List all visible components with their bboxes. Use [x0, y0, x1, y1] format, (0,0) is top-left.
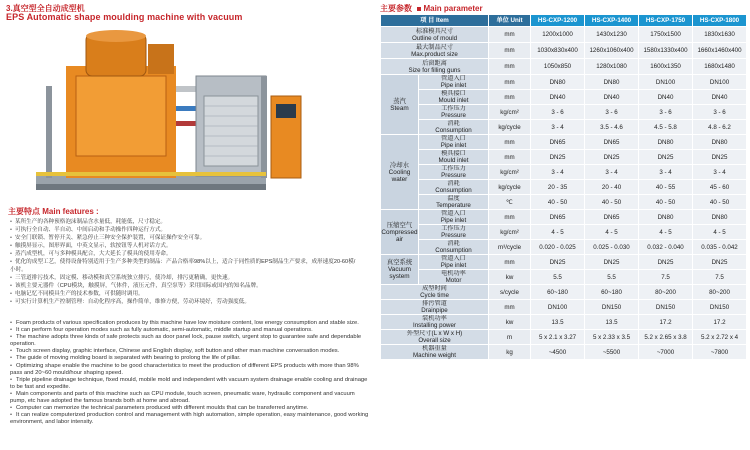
features-heading — [8, 206, 99, 217]
square-icon — [417, 7, 421, 11]
value-cell: 1430x1230 — [585, 27, 639, 43]
list-item: • 该机主要元器件（CPU模块，触摸屏，气体件，液压元件，真空泵等）采用国际或国内的知名品牌。 — [10, 282, 360, 290]
value-cell: 13.5 — [531, 315, 585, 330]
value-cell: 3 - 4 — [639, 165, 693, 180]
table-row — [381, 330, 747, 345]
unit-cell: kg/cm² — [489, 165, 531, 180]
value-cell: DN150 — [693, 300, 747, 315]
row-label: 排污管道 Drainpipe — [381, 300, 489, 315]
list-item: • 可执行全自动、半自动、中间启动和手动操作四种运行方式。 — [10, 226, 360, 234]
value-cell: DN25 — [531, 150, 585, 165]
list-item: • Touch screen display, graphic interface, Chinese and English display, soft button and other man machine conversation modes. — [10, 348, 340, 355]
list-item: • It can perform four operation modes such as fully automatic, semi-automatic, middle startup and manual operations. — [10, 327, 313, 334]
value-cell: ~7000 — [639, 345, 693, 360]
row-label: 装机功率 Installing power — [381, 315, 489, 330]
value-cell: DN65 — [531, 210, 585, 225]
features-list-cn — [10, 218, 360, 306]
value-cell: 60~180 — [531, 285, 585, 300]
bullet-icon: • — [10, 390, 13, 397]
value-cell: 4.8 - 6.2 — [693, 120, 747, 135]
value-cell: 1680x1480 — [693, 59, 747, 75]
value-cell: DN100 — [531, 300, 585, 315]
bullet-icon: • — [10, 376, 13, 383]
value-cell: 17.2 — [693, 315, 747, 330]
value-cell: DN25 — [531, 255, 585, 270]
value-cell: DN40 — [693, 90, 747, 105]
value-cell: 40 - 50 — [585, 195, 639, 210]
unit-cell: kg/cm² — [489, 225, 531, 240]
unit-cell: s/cycle — [489, 285, 531, 300]
value-cell: DN40 — [639, 90, 693, 105]
row-label: 管道入口 Pipe inlet — [419, 210, 489, 225]
unit-cell: kw — [489, 315, 531, 330]
bullet-icon: • — [10, 412, 13, 419]
row-label: 最大制品尺寸 Max.product size — [381, 43, 489, 59]
value-cell: DN25 — [693, 150, 747, 165]
table-row — [381, 210, 747, 225]
value-cell: DN150 — [639, 300, 693, 315]
bullet-icon: • — [10, 405, 13, 412]
value-cell: 80~200 — [693, 285, 747, 300]
value-cell: 20 - 35 — [531, 180, 585, 195]
header-model: HS-CXP-1800 — [693, 15, 747, 27]
table-row — [381, 75, 747, 90]
row-label: 模具接口 Mould inlet — [419, 150, 489, 165]
value-cell: DN25 — [639, 150, 693, 165]
row-label: 消耗 Consumption — [419, 120, 489, 135]
category-compressed-air: 压缩空气 Compressed air — [381, 210, 419, 255]
category-vacuum-system: 真空系统 Vacuum system — [381, 255, 419, 285]
unit-cell: kg/cycle — [489, 120, 531, 135]
value-cell: 1580x1330x400 — [639, 43, 693, 59]
value-cell: 1830x1630 — [693, 27, 747, 43]
value-cell: 3.5 - 4.6 — [585, 120, 639, 135]
list-item: • 触摸屏显示，图形界面，中英文显示，软按钮等人机对话方式。 — [10, 242, 360, 250]
value-cell: 3 - 6 — [531, 105, 585, 120]
value-cell: 40 - 55 — [639, 180, 693, 195]
bullet-icon: • — [10, 348, 13, 355]
unit-cell: kg/cm² — [489, 105, 531, 120]
value-cell: 3 - 6 — [585, 105, 639, 120]
value-cell: 40 - 50 — [531, 195, 585, 210]
value-cell: 3 - 4 — [585, 165, 639, 180]
value-cell: 0.025 - 0.030 — [585, 240, 639, 255]
features-list-en — [10, 320, 370, 426]
value-cell: ~4500 — [531, 345, 585, 360]
unit-cell: mm — [489, 59, 531, 75]
value-cell: 1660x1460x400 — [693, 43, 747, 59]
value-cell: 5.5 — [531, 270, 585, 285]
features-heading-en: Main features : — [42, 207, 99, 216]
value-cell: 1200x1000 — [531, 27, 585, 43]
unit-cell: m — [489, 330, 531, 345]
value-cell: 1260x1060x400 — [585, 43, 639, 59]
value-cell: 80~200 — [639, 285, 693, 300]
table-row — [381, 195, 747, 210]
value-cell: 3 - 4 — [693, 165, 747, 180]
value-cell: 40 - 50 — [639, 195, 693, 210]
bullet-icon: • — [10, 334, 13, 341]
value-cell: DN65 — [585, 135, 639, 150]
row-label: 管道入口 Pipe inlet — [419, 75, 489, 90]
unit-cell: mm — [489, 300, 531, 315]
value-cell: DN40 — [585, 90, 639, 105]
table-row — [381, 105, 747, 120]
value-cell: 60~180 — [585, 285, 639, 300]
unit-cell: mm — [489, 75, 531, 90]
value-cell: DN25 — [693, 255, 747, 270]
row-label: 温度 Temperature — [419, 195, 489, 210]
row-label: 工作压力 Pressure — [419, 165, 489, 180]
value-cell: 1050x850 — [531, 59, 585, 75]
value-cell: 17.2 — [639, 315, 693, 330]
value-cell: DN80 — [693, 210, 747, 225]
value-cell: DN40 — [531, 90, 585, 105]
table-row — [381, 90, 747, 105]
value-cell: 1750x1500 — [639, 27, 693, 43]
table-row — [381, 255, 747, 270]
unit-cell: kg — [489, 345, 531, 360]
value-cell: 13.5 — [585, 315, 639, 330]
row-label: 外型尺寸(L x W x H) Overall size — [381, 330, 489, 345]
list-item: • Optimizing shape enable the machine to be good characteristics to meet the production of different EPS products with more than 98% pass and 20~60 mould/hour shaping speed. — [10, 362, 359, 376]
section-title-en: EPS Automatic shape moulding machine with vacuum — [6, 12, 243, 22]
value-cell: 5 x 2.1 x 3.27 — [531, 330, 585, 345]
row-label: 管道入口 Pipe inlet — [419, 135, 489, 150]
category-steam: 蒸汽 Steam — [381, 75, 419, 135]
value-cell: 3 - 6 — [693, 105, 747, 120]
list-item: • Foam products of various specification produces by this machine have low moisture content, low energy consumption and stable size. — [10, 320, 359, 326]
value-cell: 0.020 - 0.025 — [531, 240, 585, 255]
value-cell: 0.035 - 0.042 — [693, 240, 747, 255]
list-item: • 三管道排污技术，固定模、移动模和真空系统独立排污，使冷却，排污更精确，更快速。 — [10, 274, 360, 282]
value-cell: 4 - 5 — [693, 225, 747, 240]
value-cell: ~7800 — [693, 345, 747, 360]
list-item: • 蒸汽成型机，可与多种模具配合，大大延长了模具的使用寿命。 — [10, 250, 360, 258]
value-cell: 5.2 x 2.65 x 3.8 — [639, 330, 693, 345]
table-row — [381, 300, 747, 315]
machine-illustration — [6, 26, 366, 206]
header-model: HS-CXP-1750 — [639, 15, 693, 27]
table-row — [381, 43, 747, 59]
value-cell: DN150 — [585, 300, 639, 315]
value-cell: 7.5 — [693, 270, 747, 285]
table-row — [381, 225, 747, 240]
list-item: • 电脑记忆不同模具生产的技术参数，可供随时调用。 — [10, 290, 360, 298]
value-cell: DN80 — [693, 135, 747, 150]
section-title-cn: 3.真空型全自动成型机 — [6, 4, 85, 13]
value-cell: 5 x 2.33 x 3.5 — [585, 330, 639, 345]
list-item: • 某所生产的各种预格泡沫制品含水量低，耗能低，尺寸稳定。 — [10, 218, 360, 226]
row-label: 电机功率 Motor — [419, 270, 489, 285]
unit-cell: mm — [489, 43, 531, 59]
unit-cell: mm — [489, 210, 531, 225]
unit-cell: kg/cycle — [489, 180, 531, 195]
table-row — [381, 315, 747, 330]
value-cell: DN80 — [531, 75, 585, 90]
unit-cell: mm — [489, 135, 531, 150]
value-cell: 5.2 x 2.72 x 4 — [693, 330, 747, 345]
list-item: • 安全门联锁、暂停开关、紧急停止三种安全保护装置，可保证操作安全可靠。 — [10, 234, 360, 242]
row-label: 管道入口 Pipe inlet — [419, 255, 489, 270]
row-label: 消耗 Consumption — [419, 180, 489, 195]
unit-cell: m³/cycle — [489, 240, 531, 255]
parameters-heading — [380, 3, 483, 14]
table-row — [381, 270, 747, 285]
value-cell: 3 - 6 — [639, 105, 693, 120]
unit-cell: mm — [489, 150, 531, 165]
row-label: 模具接口 Mould inlet — [419, 90, 489, 105]
unit-cell: mm — [489, 27, 531, 43]
row-label: 机器重量 Machine weight — [381, 345, 489, 360]
value-cell: DN100 — [639, 75, 693, 90]
row-label: 消耗 Consumption — [419, 240, 489, 255]
value-cell: 45 - 60 — [693, 180, 747, 195]
category-cooling-water: 冷却水 Cooling water — [381, 135, 419, 210]
value-cell: 1030x830x400 — [531, 43, 585, 59]
list-item: • 可实行计算机生产控制管理：自动化程序高，操作简单，维修方便，劳动环境好，劳动强度低。 — [10, 298, 360, 306]
value-cell: 4 - 5 — [639, 225, 693, 240]
value-cell: 20 - 40 — [585, 180, 639, 195]
table-header-row — [381, 15, 747, 27]
parameter-table — [380, 14, 747, 360]
value-cell: 40 - 50 — [693, 195, 747, 210]
unit-cell: mm — [489, 255, 531, 270]
header-model: HS-CXP-1200 — [531, 15, 585, 27]
list-item: • Main components and parts of this machine such as CPU module, touch screen, pneumatic ware, hydraulic component and vacuum pump, etc have adopted the famous brands both at home and abroad. — [10, 390, 355, 405]
list-item: • The machine adopts three kinds of safe protects such as door panel lock, pause switch, urgent stop to guarantee safe and dependable operation. — [10, 334, 362, 348]
value-cell: 3 - 4 — [531, 120, 585, 135]
value-cell: DN25 — [585, 255, 639, 270]
table-row — [381, 240, 747, 255]
value-cell: ~5500 — [585, 345, 639, 360]
value-cell: DN100 — [693, 75, 747, 90]
value-cell: 4 - 5 — [531, 225, 585, 240]
row-label: 成型时间 Cycle time — [381, 285, 489, 300]
header-unit: 单位 Unit — [489, 15, 531, 27]
features-heading-cn: 主要特点 — [8, 207, 40, 216]
table-row — [381, 120, 747, 135]
list-item: • It can realize computerized production control and management with high automation, simple operation, easy maintenance, good working environment, and labor intensity. — [10, 412, 369, 426]
value-cell: 0.032 - 0.040 — [639, 240, 693, 255]
parameters-heading-en: Main parameter — [423, 4, 483, 13]
header-model: HS-CXP-1400 — [585, 15, 639, 27]
bullet-icon: • — [10, 362, 13, 369]
unit-cell: mm — [489, 90, 531, 105]
value-cell: 7.5 — [639, 270, 693, 285]
value-cell: 5.5 — [585, 270, 639, 285]
table-row — [381, 180, 747, 195]
value-cell: 4 - 5 — [585, 225, 639, 240]
table-row — [381, 150, 747, 165]
row-label: 工作压力 Pressure — [419, 225, 489, 240]
unit-cell: ℃ — [489, 195, 531, 210]
value-cell: 1600x1350 — [639, 59, 693, 75]
row-label: 标准模具尺寸 Outline of mould — [381, 27, 489, 43]
value-cell: DN25 — [585, 150, 639, 165]
list-item: • Triple pipeline drainage technique, fixed mould, mobile mold and independent with vacuum system drainage enable cooling and drainage to be fast and expedite. — [10, 376, 368, 390]
parameters-heading-cn: 主要参数 — [380, 4, 412, 13]
list-item: • The guide of moving molding board is separated with bearing to prolong the life of pillar. — [10, 355, 241, 362]
table-row — [381, 345, 747, 360]
value-cell: 1280x1080 — [585, 59, 639, 75]
value-cell: DN80 — [639, 135, 693, 150]
value-cell: DN65 — [531, 135, 585, 150]
row-label: 工作压力 Pressure — [419, 105, 489, 120]
bullet-icon: • — [10, 355, 13, 362]
bullet-icon: • — [10, 327, 13, 334]
table-row — [381, 165, 747, 180]
value-cell: DN80 — [585, 75, 639, 90]
value-cell: DN25 — [639, 255, 693, 270]
unit-cell: kw — [489, 270, 531, 285]
row-label: 后窗距离 Size for filling guns — [381, 59, 489, 75]
table-row — [381, 285, 747, 300]
table-row — [381, 27, 747, 43]
list-item: • Computer can memorize the technical parameters produced with different moulds that can be transferred anytime. — [10, 405, 309, 412]
list-item: • 优化的成型工艺，使得设备特别适用于生产多种类型的制品：产品合格率98%以上，适合于同性质的EPS制品生产要求，成形速度20-60模/小时。 — [10, 258, 360, 274]
bullet-icon: • — [10, 320, 13, 326]
value-cell: 4.5 - 5.8 — [639, 120, 693, 135]
value-cell: DN65 — [585, 210, 639, 225]
table-row — [381, 135, 747, 150]
value-cell: 3 - 4 — [531, 165, 585, 180]
table-row — [381, 59, 747, 75]
value-cell: DN80 — [639, 210, 693, 225]
header-item: 项 目 Item — [381, 15, 489, 27]
